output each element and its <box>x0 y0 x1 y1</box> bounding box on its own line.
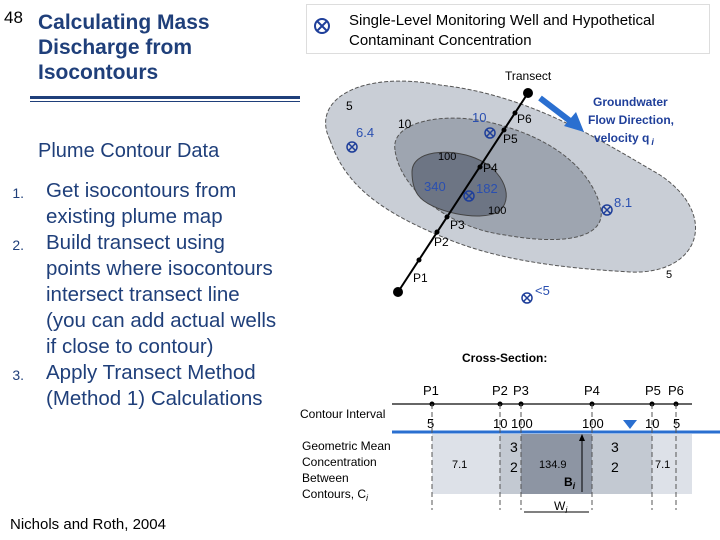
xs-point-label: P1 <box>423 383 439 398</box>
title-rule-thin <box>30 101 300 102</box>
step-number: 1. <box>12 185 24 201</box>
credit: Nichols and Roth, 2004 <box>10 516 166 533</box>
transect-end <box>393 287 403 297</box>
xs-point-label: P4 <box>584 383 600 398</box>
well-value: 8.1 <box>614 195 633 210</box>
point-p2 <box>435 230 440 235</box>
slide-number: 48 <box>4 8 23 27</box>
gw-label: velocity q $_i$ <box>594 131 654 147</box>
well-value: 340 <box>424 179 446 194</box>
interval-value: 5 <box>673 416 681 431</box>
interval-value: 100 <box>582 416 604 431</box>
svg-text:Between: Between <box>302 471 349 485</box>
legend-text: Single-Level Monitoring Well and Hypothetical Contaminant Concentration <box>349 12 655 49</box>
step-item <box>10 178 285 230</box>
geo-mean-label <box>302 439 391 503</box>
annotation: 3 <box>611 439 619 455</box>
xs-point-label: P2 <box>492 383 508 398</box>
step-number: 2. <box>12 237 24 253</box>
point-p1 <box>417 258 422 263</box>
point-p3 <box>445 215 450 220</box>
point-label: P3 <box>450 218 465 232</box>
gw-label: Groundwater <box>593 95 668 109</box>
cross-section-point-labels <box>423 383 684 398</box>
interval-value: 10 <box>493 416 508 431</box>
point-label: P4 <box>483 161 498 175</box>
contour-interval-label: Contour Interval <box>300 407 386 421</box>
contour-label: 10 <box>398 117 412 131</box>
step-text: Apply Transect Method (Method 1) Calculations <box>46 361 263 410</box>
legend-box <box>306 4 710 54</box>
slide-title: Calculating Mass Discharge from Isocontours <box>38 11 210 84</box>
figure-svg <box>300 0 720 540</box>
contour-label: 5 <box>346 99 353 113</box>
subheading: Plume Contour Data <box>38 140 220 162</box>
contour-label: 100 <box>488 205 507 217</box>
contour-label: 10 <box>472 110 487 125</box>
well-value: 182 <box>476 181 498 196</box>
cell-value: 134.9 <box>539 459 567 471</box>
xs-point-label: P3 <box>513 383 529 398</box>
title-rule <box>30 96 300 99</box>
well-icon <box>313 17 331 35</box>
transect-end <box>523 88 533 98</box>
gw-label: Flow Direction, <box>588 113 675 127</box>
well-value: 6.4 <box>356 125 375 140</box>
annotation: 2 <box>611 459 619 475</box>
svg-text:Geometric Mean: Geometric Mean <box>302 439 391 453</box>
step-text: Build transect using points where isocontours intersect transect line (you can add actual wells if close to contour) <box>46 231 277 358</box>
point-label: P5 <box>503 132 518 146</box>
w-label: $W_i$ <box>554 499 568 515</box>
cell-mid-right <box>592 434 652 494</box>
interval-value: 10 <box>645 416 660 431</box>
step-item <box>10 230 285 360</box>
cross-section-title: Cross-Section: <box>462 351 548 365</box>
point-p4 <box>478 165 483 170</box>
svg-text:Concentration: Concentration <box>302 455 377 469</box>
cell-value: 7.1 <box>452 459 468 471</box>
xs-point-label: P5 <box>645 383 661 398</box>
interval-value: 5 <box>427 416 435 431</box>
annotation: 3 <box>510 439 518 455</box>
steps-list <box>10 178 285 412</box>
b-label: $B_i$ <box>564 475 576 491</box>
contour-label: 100 <box>438 151 457 163</box>
point-label: P2 <box>434 235 449 249</box>
step-text: Get isocontours from existing plume map <box>46 179 237 228</box>
well-value: <5 <box>535 283 550 298</box>
cell-value: 7.1 <box>655 459 671 471</box>
svg-text:Contours, Ci: Contours, $C_i$ <box>302 487 369 503</box>
water-table-icon <box>623 420 637 429</box>
point-label: P6 <box>517 112 532 126</box>
interval-value: 100 <box>511 416 533 431</box>
contour-label: 5 <box>666 269 673 281</box>
step-number: 3. <box>12 367 24 383</box>
point-label: P1 <box>413 271 428 285</box>
step-item <box>10 360 285 412</box>
transect-label: Transect <box>505 69 552 83</box>
xs-point-label: P6 <box>668 383 684 398</box>
contour-interval-values <box>427 416 680 431</box>
plume-figure <box>300 0 720 540</box>
annotation: 2 <box>510 459 518 475</box>
